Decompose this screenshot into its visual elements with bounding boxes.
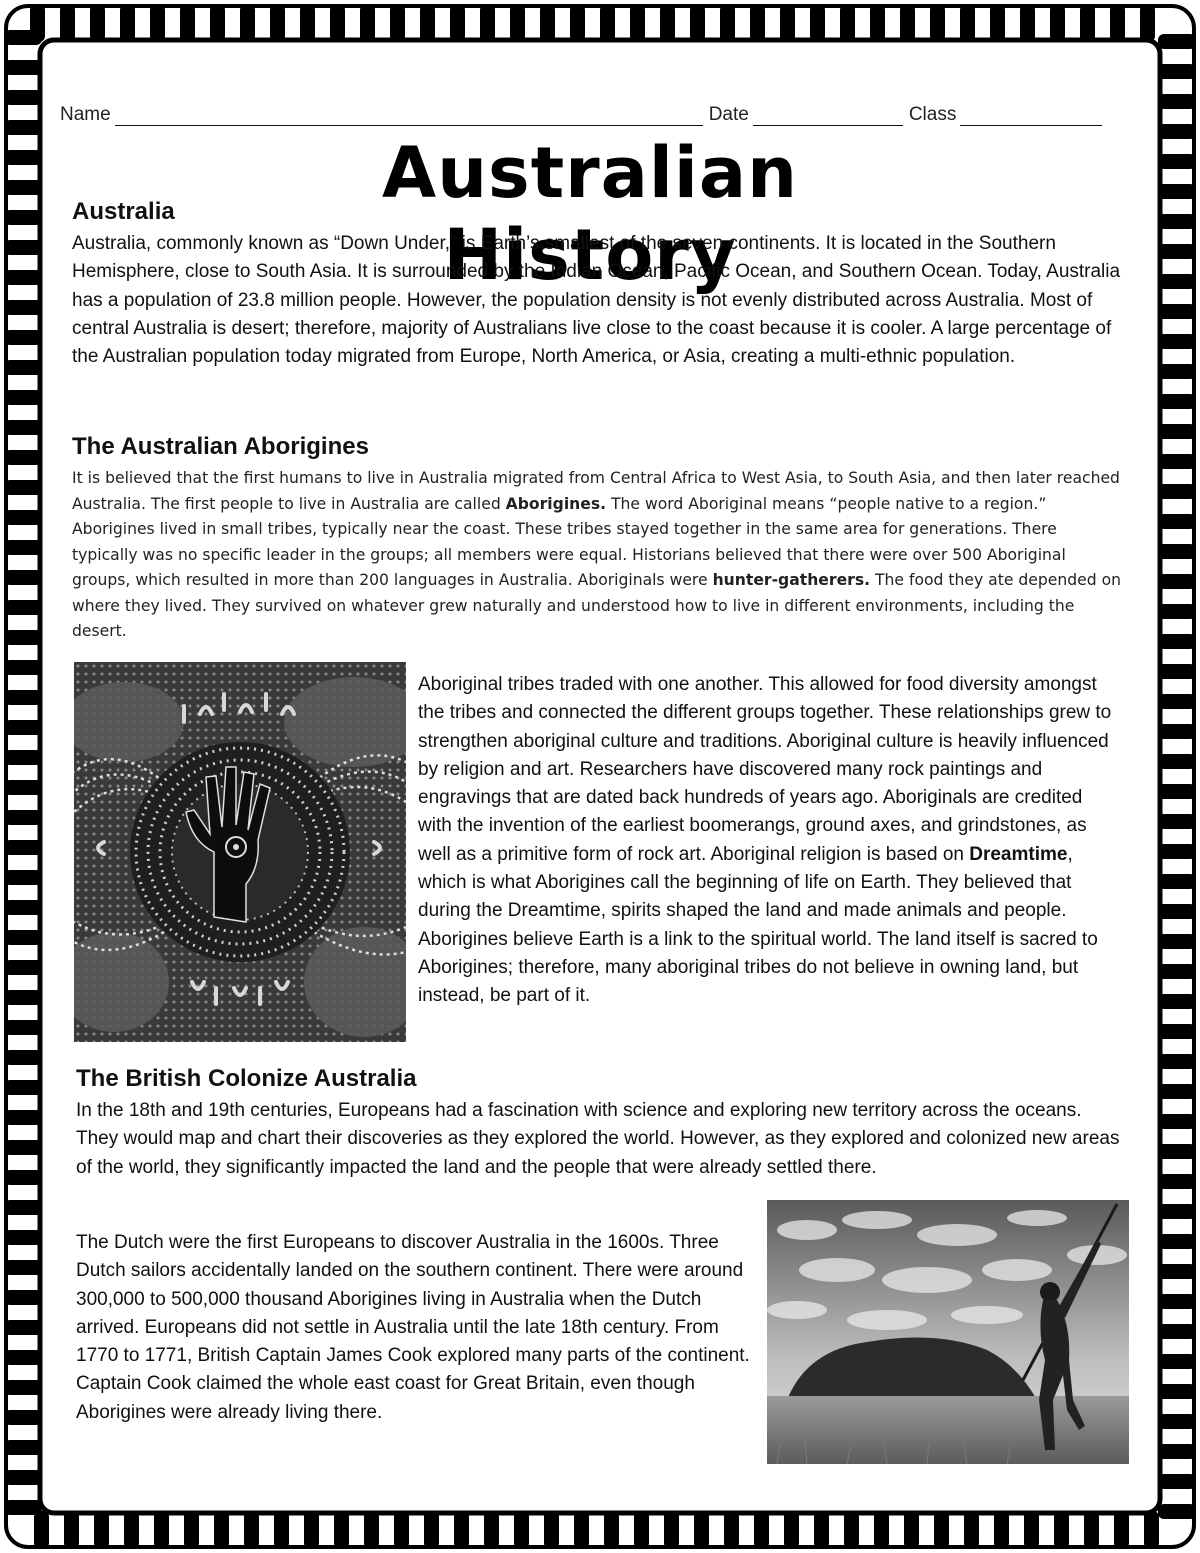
name-blank[interactable] — [115, 107, 703, 126]
paragraph-british-1: In the 18th and 19th centuries, Europeans had a fascination with science and exploring new territory across the oceans. They would map and chart their discoveries as they explored the world. However, as they explored and colonized new areas of the world, they significantly impacted the land and the people that were already settled there. — [76, 1100, 1120, 1178]
text-run: , which is what Aborigines call the beginning of life on Earth. They believed that during the Dreamtime, spirits shaped the land and made animals and people. Aborigines believe Earth is a link to the spiritual world. The land itself is sacred to Aborigines; therefore, many aboriginal tribes do not believe in owning land, but instead, be part of it. — [418, 843, 1098, 1007]
term-dreamtime: Dreamtime — [969, 843, 1068, 865]
paragraph-australia: Australia, commonly known as “Down Under,” is Earth’s smallest of the seven continents. It is located in the Southern Hemisphere, close to South Asia. It is surrounded by the Indian Ocean, Pacific Ocean, and Southern Ocean. Today, Australia has a population of 23.8 million people. However, the population density is not evenly distributed across Australia. Most of central Australia is desert; therefore, majority of Australians live close to the coast because it is cooler. A large percentage of the Australian population today migrated from Europe, North America, or Asia, creating a multi-ethnic population. — [72, 233, 1121, 368]
date-blank[interactable] — [753, 107, 903, 126]
term-aborigines: Aborigines. — [505, 494, 607, 513]
paragraph-aborigines-2 — [418, 671, 1118, 1011]
text-run: Aboriginal tribes traded with one another. This allowed for food diversity amongst the tribes and connected the different groups together. These relationships grew to strengthen aboriginal culture and traditions. Aboriginal culture is heavily influenced by religion and art. Researchers have discovered many rock paintings and engravings that are dated back hundreds of years ago. Aboriginals are credited with the invention of the earliest boomerangs, ground axes, and grindstones, as well as a primitive form of rock art. Aboriginal religion is based on — [418, 674, 1112, 865]
uluru-photo — [767, 1200, 1129, 1464]
heading-aborigines: The Australian Aborigines — [72, 433, 369, 460]
aboriginal-art-image — [74, 662, 406, 1042]
student-info-line — [60, 104, 1120, 126]
class-blank[interactable] — [960, 107, 1102, 126]
heading-british: The British Colonize Australia — [76, 1065, 417, 1092]
paragraph-aborigines-1 — [72, 466, 1124, 645]
name-label: Name — [60, 104, 111, 125]
date-label: Date — [708, 104, 749, 125]
paragraph-british-2: The Dutch were the first Europeans to discover Australia in the 1600s. Three Dutch sailors accidentally landed on the southern continent. There were around 300,000 to 500,000 thousand Aborigines living in Australia when the Dutch arrived. Europeans did not settle in Australia until the late 18th century. From 1770 to 1771, British Captain James Cook explored many parts of the continent. Captain Cook claimed the whole east coast for Great Britain, even though Aborigines were already living there. — [76, 1232, 750, 1423]
term-hunter-gatherers: hunter-gatherers. — [712, 571, 871, 589]
class-label: Class — [908, 104, 957, 125]
text-run: It is believed that the first humans to live in Australia migrated from Central Africa to West Asia, to South Asia, and then later reached Australia. The first people to live in Australia are called — [72, 469, 1120, 513]
text-run: The word Aboriginal means “people native to a region.” Aborigines lived in small tribes, typically near the coast. These tribes stayed together in the same area for generations. There typically was no specific leader in the groups; all members were equal. Historians believed that there were over 500 Aboriginal groups, which resulted in more than 200 languages in Australia. Aboriginals were — [72, 494, 1066, 589]
page-title: Australian History — [382, 132, 798, 296]
text-run: The food they ate depended on where they lived. They survived on whatever grew naturally and understood how to live in different environments, including the desert. — [72, 571, 1122, 640]
heading-australia: Australia — [72, 198, 175, 225]
